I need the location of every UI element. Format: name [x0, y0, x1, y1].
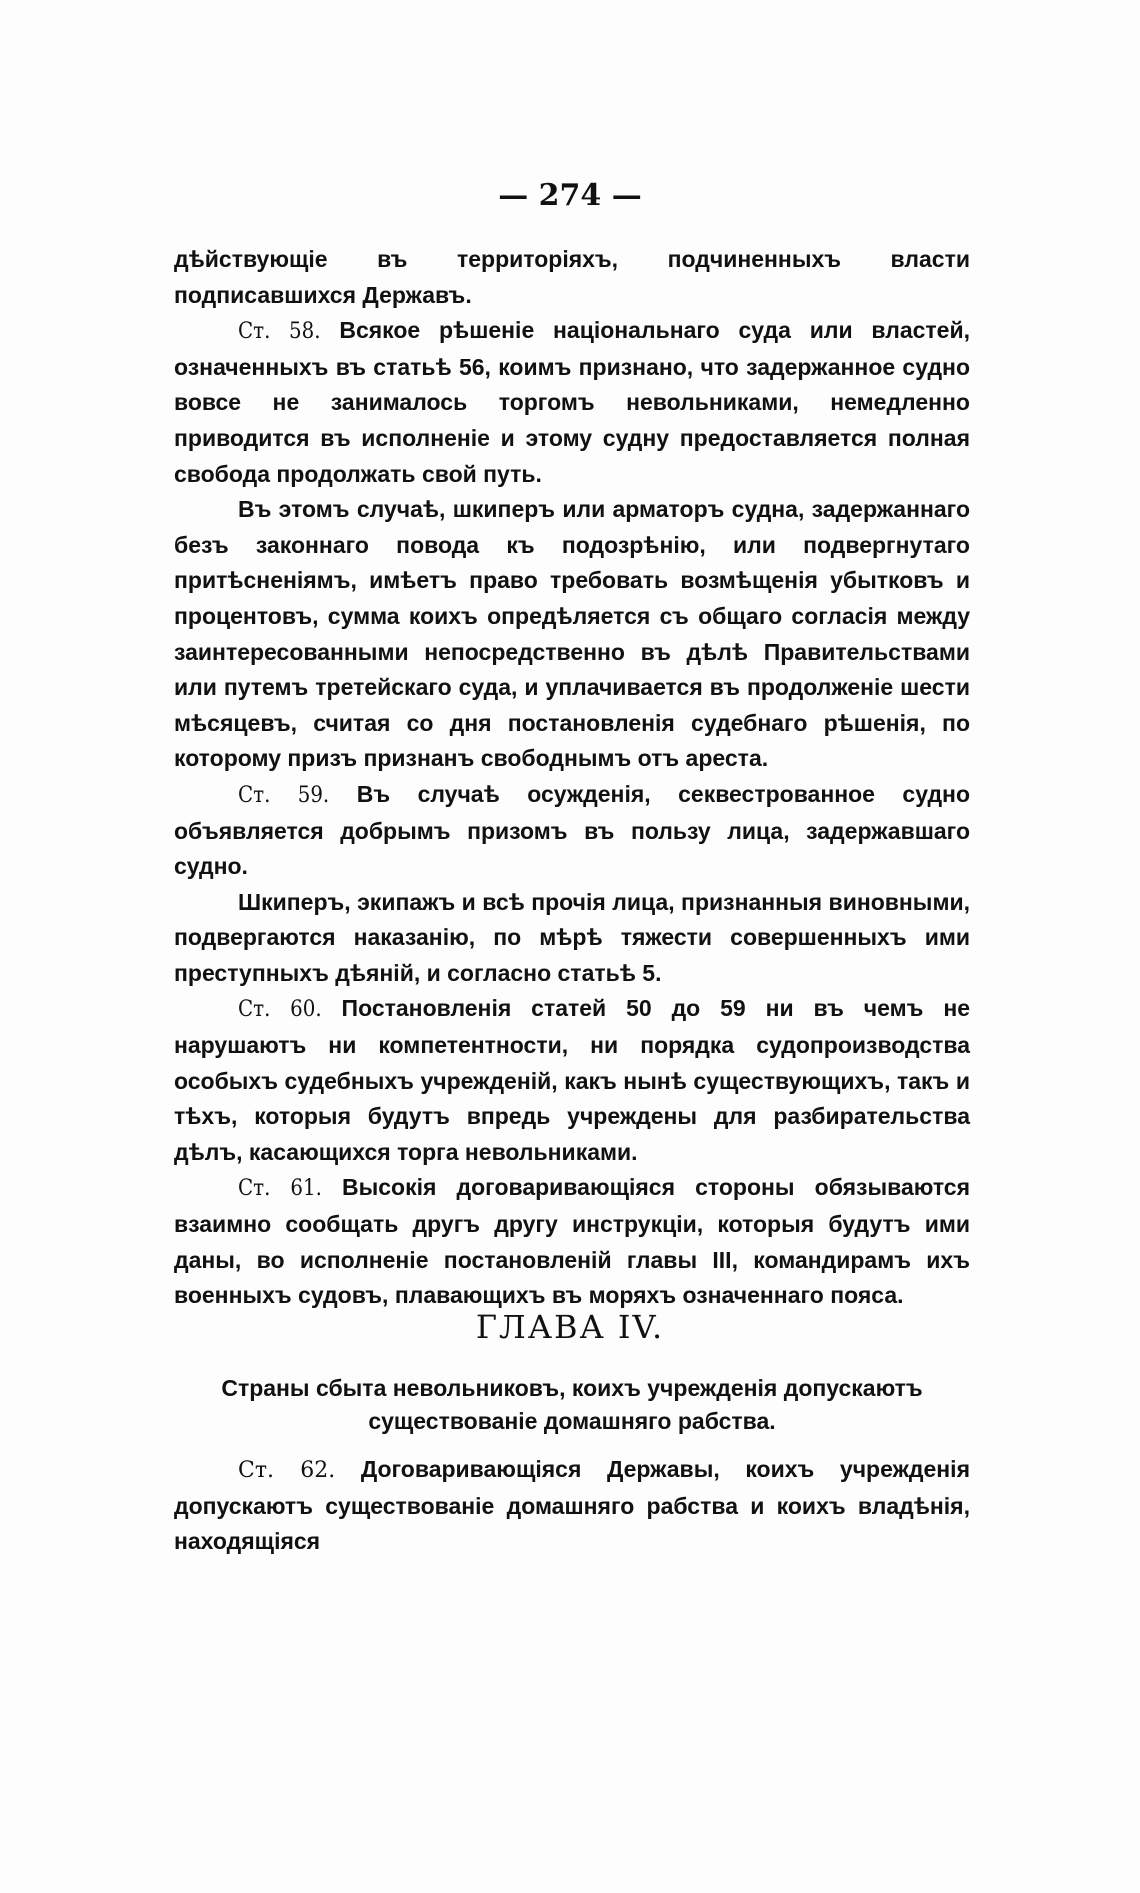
article-number: Ст. 60.	[238, 997, 322, 1023]
article-number: Ст. 61.	[238, 1176, 322, 1202]
article-text: Постановленія статей 50 до 59 ни въ чемъ не нарушаютъ ни компетентности, ни порядка судопроизводства особыхъ судебныхъ учрежденій, какъ нынѣ существующихъ, такъ и тѣхъ, которыя будутъ впредь учреждены для разбирательства дѣлъ, касающихся торга невольниками.	[174, 995, 970, 1165]
paragraph: Въ этомъ случаѣ, шкиперъ или арматоръ судна, задержаннаго безъ законнаго повода къ подозрѣнію, или подвергнутаго притѣсненіямъ, имѣетъ право требовать возмѣщенія убытковъ и процентовъ, сумма коихъ опредѣляется съ общаго согласія между заинтересованными непосредственно въ дѣлѣ Правительствами или путемъ третейскаго суда, и уплачивается въ продолженіе шести мѣсяцевъ, считая со дня постановленія судебнаго рѣшенія, по которому призъ признанъ свободнымъ отъ ареста.	[174, 496, 970, 772]
article-text: Высокія договаривающіяся стороны обязываются взаимно сообщать другъ другу инструкціи, которыя будутъ ими даны, во исполненіе постановленій главы III, командирамъ ихъ военныхъ судовъ, плавающихъ въ моряхъ означеннаго пояса.	[174, 1174, 971, 1309]
chapter-subtitle: Страны сбыта невольниковъ, коихъ учрежденія допускаютъ существованіе домашняго рабства.	[221, 1375, 923, 1434]
paragraph: Шкиперъ, экипажъ и всѣ прочія лица, признанныя виновными, подвергаются наказанію, по мѣрѣ тяжести совершенныхъ ими преступныхъ дѣяній, и согласно статьѣ 5.	[174, 888, 970, 986]
page-number: — 274 —	[498, 178, 642, 213]
article-text: Договаривающіяся Державы, коихъ учрежденія допускаютъ существованіе домашняго рабства и коихъ владѣнія, находящіяся	[174, 1456, 970, 1555]
tail-text	[174, 1452, 970, 1560]
article-62	[174, 1452, 970, 1560]
chapter-title: ГЛАВА IV.	[475, 1308, 665, 1346]
article-number: Ст. 62.	[238, 1458, 336, 1483]
article-number: Ст. 59.	[238, 782, 330, 808]
article-61	[174, 1170, 970, 1313]
article-number: Ст. 58.	[238, 319, 321, 345]
main-text	[174, 242, 970, 1314]
article-60	[174, 991, 970, 1170]
article-text: Всякое рѣшеніе національнаго суда или властей, означенныхъ въ статьѣ 56, коимъ признано, что задержанное судно вовсе не занималось торгомъ невольниками, немедленно приводится въ исполненіе и этому судну предоставляется полная свобода продолжать свой путь.	[174, 317, 971, 487]
paragraph-continuation: дѣйствующіе въ территоріяхъ, подчиненныхъ власти подписавшихся Державъ.	[174, 246, 970, 308]
article-text: Въ случаѣ осужденія, секвестрованное судно объявляется добрымъ призомъ въ пользу лица, задержавшаго судно.	[174, 780, 970, 880]
article-58	[174, 313, 970, 492]
article-59	[174, 777, 970, 885]
